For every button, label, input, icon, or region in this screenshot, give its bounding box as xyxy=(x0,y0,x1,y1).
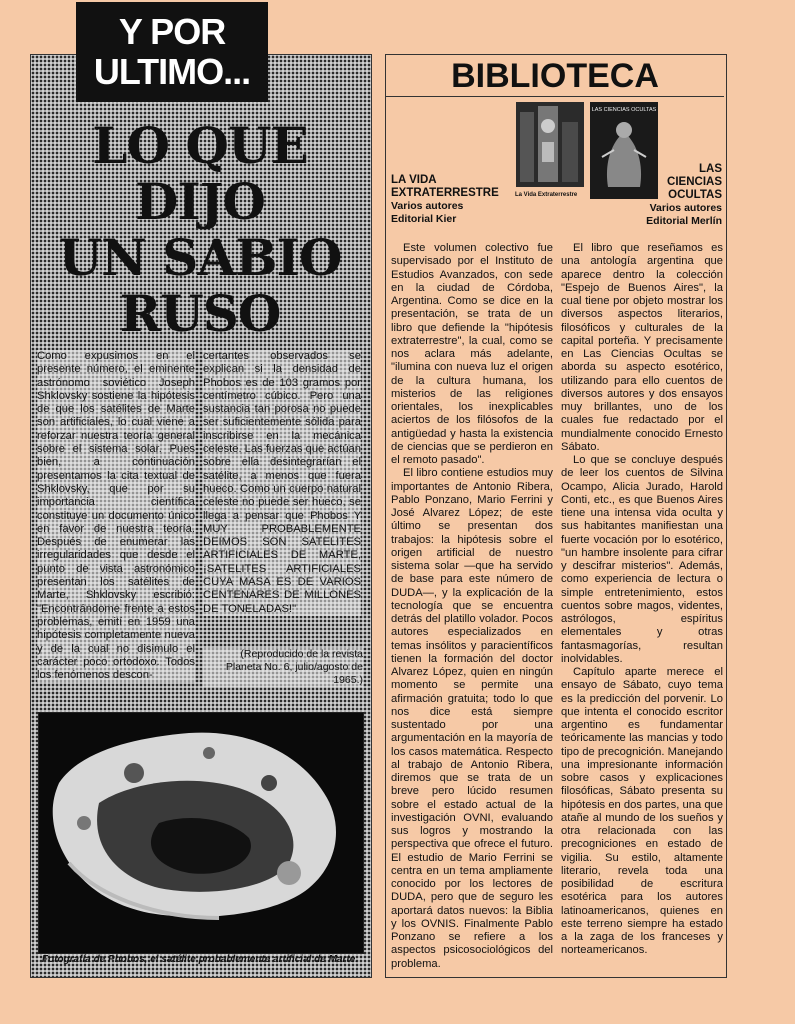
title-divider xyxy=(386,96,724,97)
book1-cover xyxy=(516,102,584,187)
book2-publisher: Editorial Merlín xyxy=(646,215,722,227)
book2-authors: Varios autores xyxy=(649,202,722,214)
kicker-line-1: Y POR xyxy=(118,11,226,52)
book1-info xyxy=(391,174,521,226)
kicker-line-2: ULTIMO... xyxy=(93,51,251,92)
book1-cover-caption: La Vida Extraterrestre xyxy=(515,192,578,198)
book2-title-line-1: LAS xyxy=(699,163,722,175)
headline-line-4: RUSO xyxy=(119,284,281,343)
book2-info xyxy=(600,163,722,228)
source-note: (Reproducido de la revista Planeta No. 6, julio/agosto de 1965.) xyxy=(203,648,363,687)
review1-paragraph: Este volumen colectivo fue supervisado por el Instituto de Estudios Avanzados, con sede en la ciudad de Córdoba, Argentina. Como se dice en la presentación, se trata de un libro que defiende la "hipótesis extraterrestre", la cual, como se nos aclara más adelante, "ilumina con nueva luz el origen de la cultura humana, los misterios de las religiones orientales, los inexplicables aciertos de los filósofos de la antigüedad y hasta la existencia de ciencias que se perdieron en el remoto pasado". xyxy=(391,242,553,466)
review2-paragraph: Lo que se concluye después de leer los cuentos de Silvina Ocampo, Alicia Jurado, Harold Conti, etc., es que Buenos Aires tiene una intensa vida oculta y sus habitantes manifiestan una fuerte vocación por lo esotérico, "un hambre insolente para cifrar y descifrar misterios". Además, como experiencia de lectura o simple entretenimiento, estos cuentos sobre magos, videntes, astrólogos, espíritus elementales y otras fantasmagorías, resultan inolvidables. xyxy=(561,454,723,665)
book1-title-line-1: LA VIDA xyxy=(391,174,437,186)
headline-line-3: UN SABIO xyxy=(58,228,342,287)
article-headline xyxy=(30,118,370,342)
book1-authors: Varios autores xyxy=(391,200,464,212)
review-column-2 xyxy=(561,242,723,958)
book2-title-line-3: OCULTAS xyxy=(668,189,722,201)
headline-line-1: LO QUE xyxy=(92,116,308,175)
review2-paragraph: El libro que reseñamos es una antología argentina que aparece dentro la colección "Espejo de Buenos Aires", la cual tiene por objeto mostrar los diversos aspectos literarios, filosóficos y culturales de la capital porteña. Y precisamente en Las Ciencias Ocultas se aborda su aspecto esotérico, utilizando para ello cuentos de diversos autores y dos ensayos muy brillantes, uno de los cuales fue redactado por el mundialmente conocido Ernesto Sábato. xyxy=(561,242,723,453)
left-col2-caps-text: MUY PROBABLEMENTE DEIMOS SON SATELITES ARTIFICIALES DE MARTE, ¡SATELITES ARTIFICIALES CUYA MASA ES DE VARIOS CENTENARES DE MILLONES DE TONELADAS!" xyxy=(203,522,361,615)
book2-cover-text: LAS CIENCIAS OCULTAS xyxy=(591,107,657,113)
left-col2-text: certantes observados se explican si la densidad de Phobos es de 103 gramos por centímetro cúbico. Pero una sustancia tan porosa no puede ser suficientemente sólida para inscribirse en la mecánica celeste. Las fuerzas que actúan sobre ella desintegrarían el satélite, a menos que fuera hueco. Como un cuerpo natural celeste no puede ser hueco, se llega a pensar que Phobos Y xyxy=(203,350,361,522)
section-title: BIBLIOTECA xyxy=(451,57,659,95)
book1-title-line-2: EXTRATERRESTRE xyxy=(391,187,499,199)
headline-line-2: DIJO xyxy=(135,172,265,231)
left-article-column-2 xyxy=(203,350,361,616)
phobos-image xyxy=(39,713,363,953)
kicker-badge xyxy=(76,2,268,102)
book2-title-line-2: CIENCIAS xyxy=(667,176,722,188)
review1-paragraph: El libro contiene estudios muy importantes de Antonio Ribera, Pablo Ponzano, Mario Ferrini y José Alvarez López; de este último se presentan dos trabajos: la hipótesis sobre el origen artificial de nuestro sistema solar —que ha servido de base para este número de DUDA—, y la explicación de la tecnología que se encuentra detrás del platillo volador. Pocos autores especializados en temas insólitos y paracientíficos tienen la formación del doctor Alvarez López, quien en ningún momento se permite una afirmación gratuita; todo lo que nos dice está siempre sustentado por una argumentación en la mayoría de los casos matemática. Respecto al trabajo de Antonio Ribera, diremos que se trata de un breve pero lúcido resumen sobre el estado actual de la investigación OVNI, evaluando sus logros y mostrando la perspectiva que ofrece el futuro. El estudio de Mario Ferrini se centra en un tema ampliamente conocido por los lectores de DUDA, pero que de seguro les aportará datos nuevos: la Biblia y los OVNIS. Finalmente Pablo Ponzano se refiere a los aspectos psicosociológicos del problema. xyxy=(391,467,553,970)
phobos-photo xyxy=(38,712,364,954)
left-article-column-1: Como expusimos en el presente número, el eminente astrónomo soviético Joseph Shklovsky sostiene la hipótesis de que los satélites de Marte son artificiales, lo cual viene a reforzar nuestra teoría general sobre el sistema solar. Pues bien, a continuación presentamos la cita textual de Shklovsky, que por su importancia científica constituye un documento único en favor de nuestra teoría. Después de enumerar las irregularidades que desde el punto de vista astronómico presentan los satélites de Marte, Shklovsky escribió: "Encontrándome frente a estos problemas, emití en 1959 una hipótesis completamente nueva y de la cual no disimulo el carácter poco ortodoxo. Todos los fenómenos descon- xyxy=(37,350,195,682)
book1-publisher: Editorial Kier xyxy=(391,213,457,225)
review2-paragraph: Capítulo aparte merece el ensayo de Sábato, cuyo tema es la predicción del porvenir. Lo que intenta el conocido escritor argentino es fundamentar teóricamente las mancias y todo tipo de precognición. Manejando una impresionante información sobre casos y explicaciones filosóficas, Sábato presenta su hipótesis en dos partes, una que atañe al mundo de los sueños y otra relacionada con las precogniciones en estado de vigilia. Su estilo, altamente literario, revela toda una posibilidad de escritura esotérica para los autores latinoamericanos, quienes en este terreno siempre ha estado a la zaga de los franceses y norteamericanos. xyxy=(561,666,723,957)
photo-caption: Fotografía de Phobos, el satélite probablemente artificial de Marte. xyxy=(41,954,359,965)
book1-cover-art xyxy=(516,102,584,187)
review-column-1 xyxy=(391,242,553,971)
